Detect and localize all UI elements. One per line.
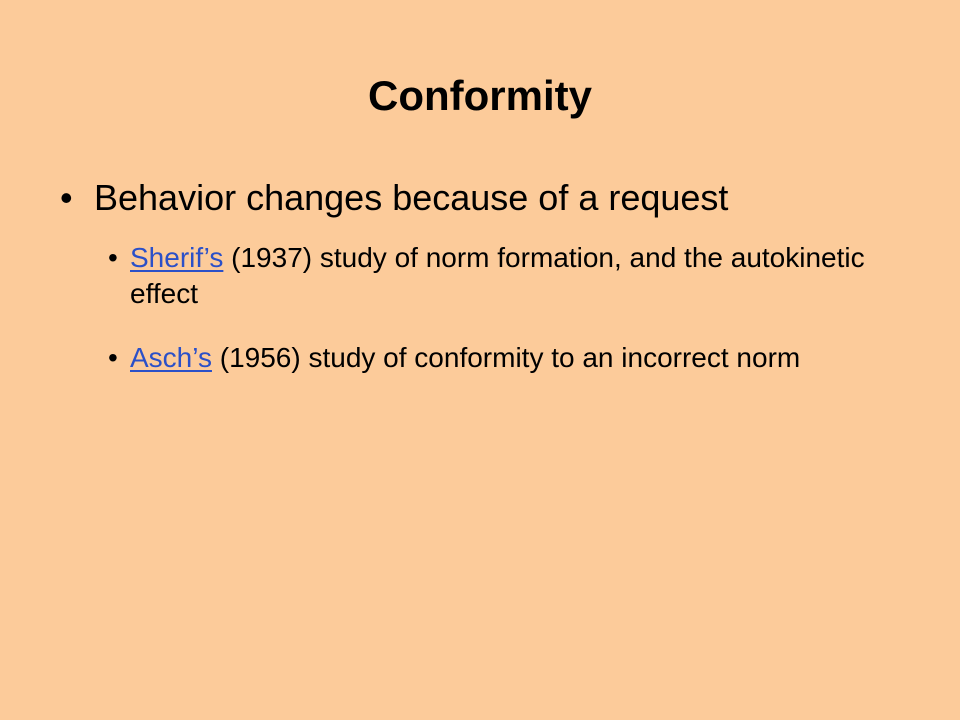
bullet-dot-icon: • [60, 177, 73, 218]
bullet-dot-icon: • [108, 242, 118, 273]
slide-title: Conformity [368, 72, 592, 119]
sub-bullet-text: (1937) study of norm formation, and the autokinetic effect [130, 242, 865, 309]
sub-bullet-sherif [108, 240, 878, 312]
main-bullet-text: Behavior changes because of a request [94, 177, 729, 218]
sub-bullet-asch [108, 340, 878, 376]
sherif-link[interactable]: Sherif’s [130, 242, 224, 273]
sub-bullet-body [130, 240, 878, 312]
bullet-dot-icon: • [108, 342, 118, 373]
sub-bullet-body [130, 340, 878, 376]
sub-bullet-text: (1956) study of conformity to an incorrect norm [211, 342, 801, 373]
asch-link[interactable]: Asch’s [130, 342, 212, 373]
